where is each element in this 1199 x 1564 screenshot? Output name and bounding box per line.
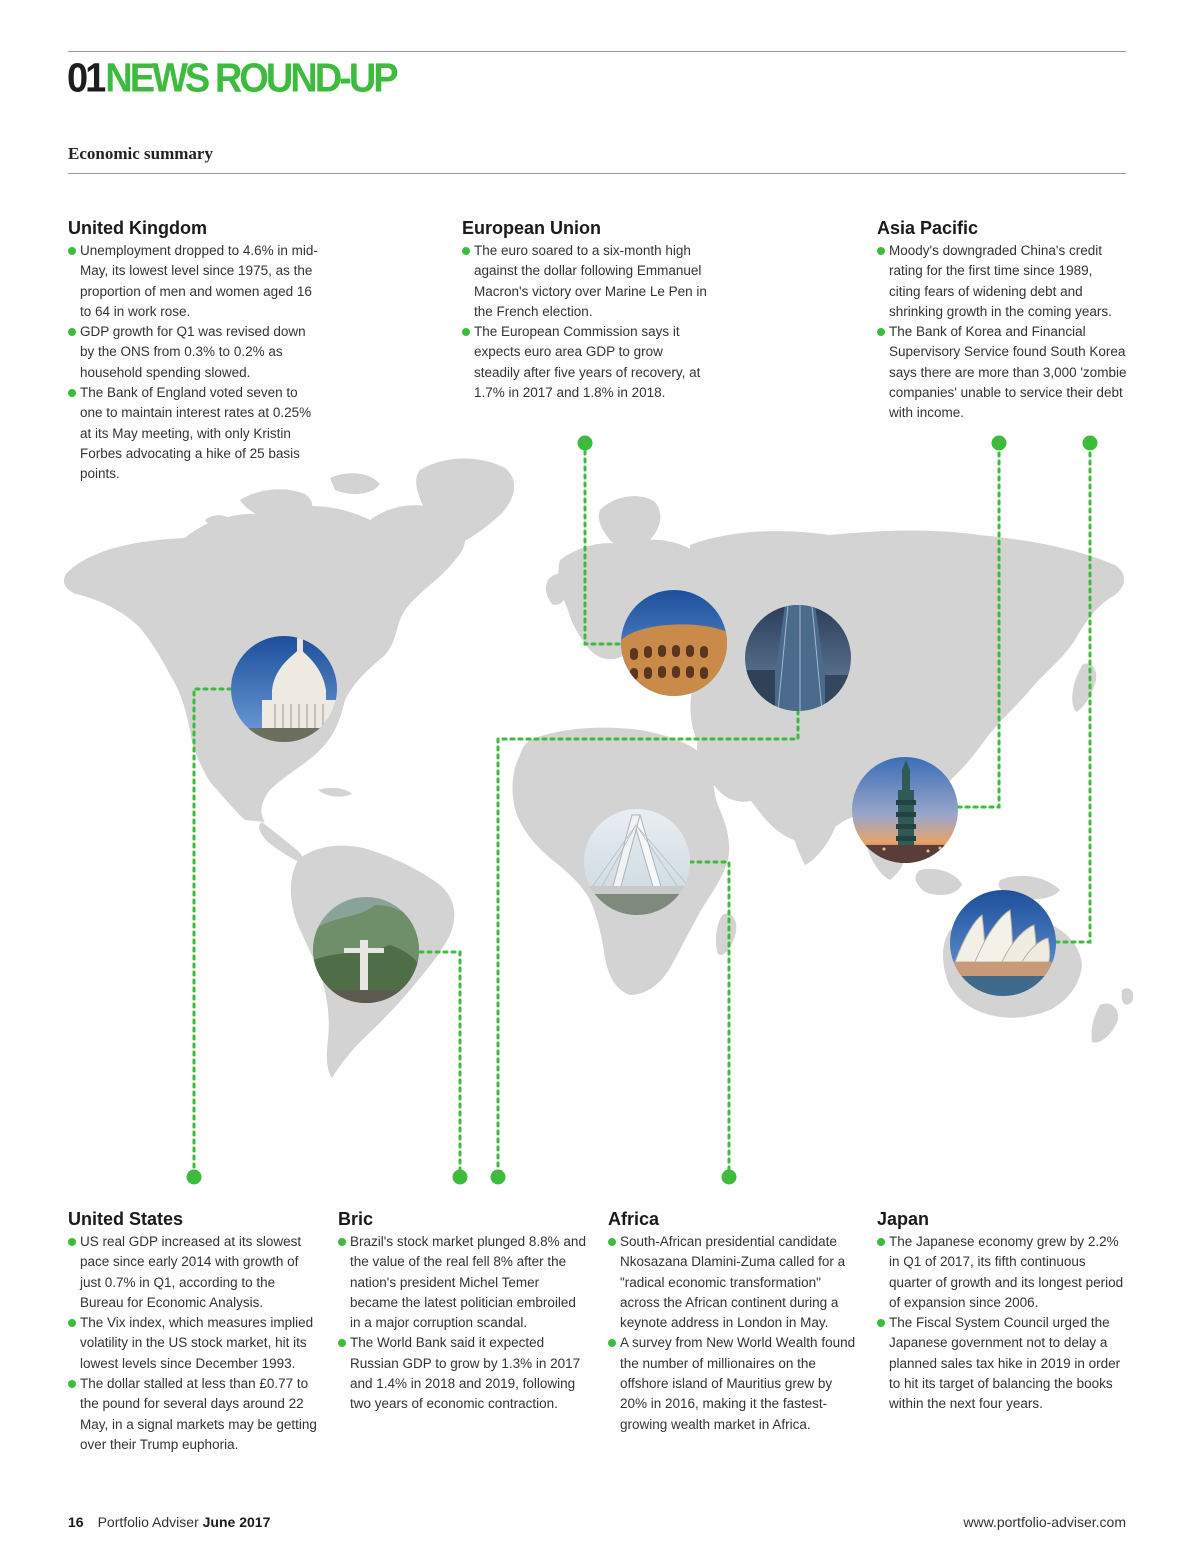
section-bric: [338, 1208, 590, 1415]
list-item: The Bank of Korea and Financial Supervisory Service found South Korea says there are more than 3,000 'zombie companies' unable to service their debt with income.: [877, 322, 1127, 423]
dot-asia-left: [992, 436, 1007, 451]
list-item: Moody's downgraded China's credit rating for the first time since 1989, citing fears of widening debt and shrinking growth in the coming years.: [877, 241, 1127, 322]
eu-list: [462, 241, 710, 403]
dot-bric-2: [491, 1170, 506, 1185]
asia-list: [877, 241, 1127, 424]
section-japan: [877, 1208, 1129, 1415]
japan-list: [877, 1232, 1129, 1415]
dot-africa: [722, 1170, 737, 1185]
section-title: NEWS ROUND-UP: [105, 56, 396, 102]
section-united-kingdom: [68, 217, 318, 485]
section-title-japan: Japan: [877, 1209, 930, 1229]
section-title-eu: European Union: [462, 218, 601, 238]
us-list: [68, 1232, 318, 1455]
section-asia-pacific: [877, 217, 1127, 424]
section-title-us: United States: [68, 1209, 184, 1229]
list-item: The Japanese economy grew by 2.2% in Q1 of 2017, its fifth continuous quarter of growth and its longest period of expansion since 2006.: [877, 1232, 1129, 1313]
list-item: The Bank of England voted seven to one to maintain interest rates at 0.25% at its May meeting, with only Kristin Forbes advocating a hike of 25 basis points.: [68, 383, 318, 484]
madagascar-land: [716, 914, 736, 955]
section-number: 01: [67, 56, 104, 102]
footer-left: [68, 1514, 270, 1530]
skyscraper-photo: [745, 605, 851, 711]
new-zealand-land: [1091, 988, 1133, 1042]
section-title-africa: Africa: [608, 1209, 660, 1229]
section-title-asia: Asia Pacific: [877, 218, 979, 238]
bridge-photo: [584, 809, 690, 915]
list-item: South-African presidential candidate Nkosazana Dlamini-Zuma called for a "radical economic transformation" across the African continent during a keynote address in London in May.: [608, 1232, 860, 1333]
website-link[interactable]: www.portfolio-adviser.com: [963, 1514, 1126, 1530]
dot-eu: [578, 436, 593, 451]
dot-us: [187, 1170, 202, 1185]
section-title-bric: Bric: [338, 1209, 374, 1229]
dot-asia-right: [1083, 436, 1098, 451]
uk-list: [68, 241, 318, 485]
list-item: The euro soared to a six-month high against the dollar following Emmanuel Macron's victory over Marine Le Pen in the French election.: [462, 241, 710, 322]
india-land: [785, 768, 842, 865]
colosseum-photo: [621, 590, 727, 696]
section-title-uk: United Kingdom: [68, 218, 207, 238]
section-european-union: [462, 217, 710, 403]
list-item: A survey from New World Wealth found the number of millionaires on the offshore island of Mauritius grew by 20% in 2016, making it the fastest-growing wealth market in Africa.: [608, 1333, 860, 1434]
connector-bric: [420, 952, 460, 1176]
bric-list: [338, 1232, 590, 1415]
africa-list: [608, 1232, 860, 1435]
list-item: The Vix index, which measures implied volatility in the US stock market, hit its lowest levels since December 1993.: [68, 1313, 318, 1374]
list-item: Brazil's stock market plunged 8.8% and the value of the real fell 8% after the nation's president Michel Temer became the latest politician embroiled in a major corruption scandal.: [338, 1232, 590, 1333]
publication-name: Portfolio Adviser: [97, 1514, 199, 1530]
list-item: The World Bank said it expected Russian GDP to grow by 1.3% in 2017 and 1.4% in 2018 and 2019, following two years of economic contraction.: [338, 1333, 590, 1414]
central-america-land: [259, 822, 302, 862]
list-item: Unemployment dropped to 4.6% in mid-May, its lowest level since 1975, as the proportion of men and women aged 16 to 64 in work rose.: [68, 241, 318, 322]
list-item: The dollar stalled at less than £0.77 to the pound for several days around 22 May, in a signal markets may be getting over their Trump euphoria.: [68, 1374, 318, 1455]
japan-land: [1072, 663, 1096, 712]
subheading: Economic summary: [68, 144, 213, 163]
section-africa: [608, 1208, 860, 1435]
list-item: The Fiscal System Council urged the Japanese government not to delay a planned sales tax hike in 2019 in order to hit its target of balancing the books within the next four years.: [877, 1313, 1129, 1414]
section-united-states: [68, 1208, 318, 1455]
opera-house-photo: [950, 890, 1056, 996]
christ-redeemer-photo: [313, 897, 419, 1003]
caribbean-land: [318, 788, 352, 797]
list-item: GDP growth for Q1 was revised down by the ONS from 0.3% to 0.2% as household spending slowed.: [68, 322, 318, 383]
page-number: 16: [68, 1514, 84, 1530]
issue-date: June 2017: [202, 1514, 271, 1530]
dot-bric-1: [453, 1170, 468, 1185]
taipei-tower-photo: [852, 757, 958, 863]
list-item: The European Commission says it expects euro area GDP to grow steadily after five years of recovery, at 1.7% in 2017 and 1.8% in 2018.: [462, 322, 710, 403]
list-item: US real GDP increased at its slowest pace since early 2014 with growth of just 0.7% in Q1, according to the Bureau for Economic Analysis.: [68, 1232, 318, 1313]
